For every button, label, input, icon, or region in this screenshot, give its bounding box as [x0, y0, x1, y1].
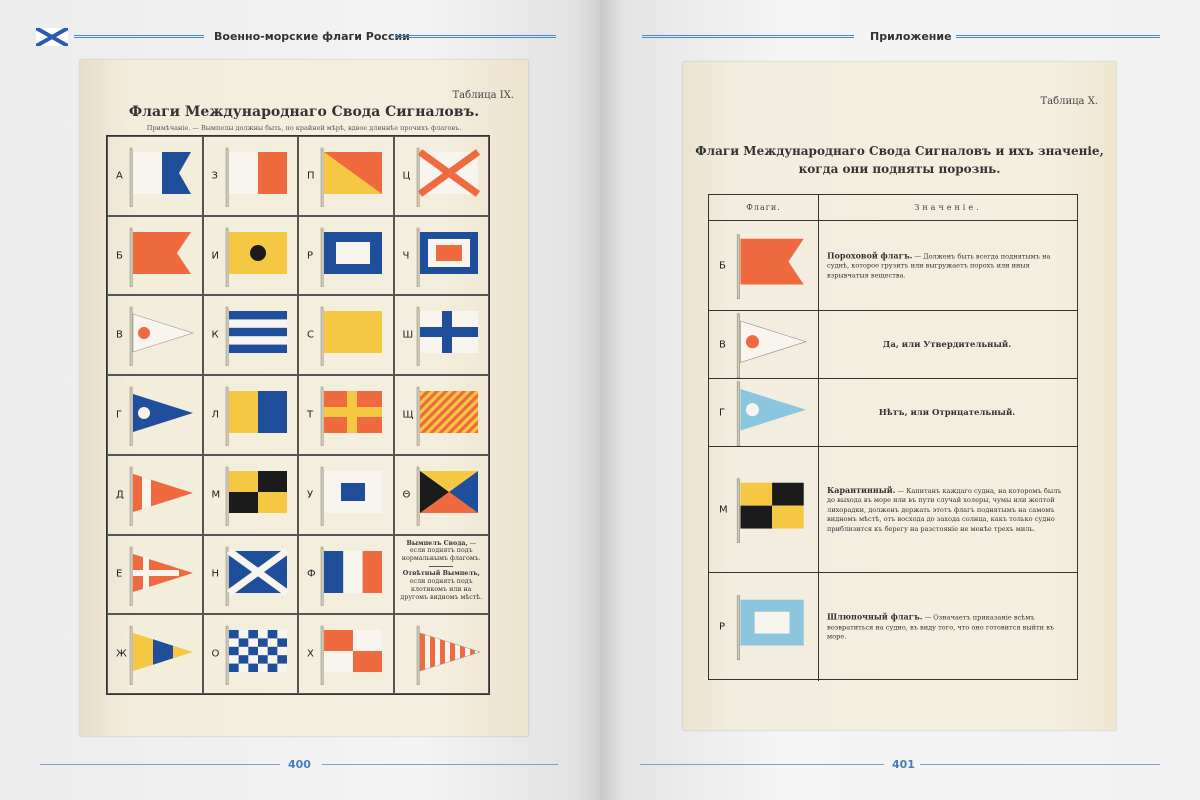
flag-sch-icon	[415, 386, 481, 446]
flag-letter: Е	[116, 568, 123, 580]
flag-meaning	[827, 250, 1067, 281]
flag-cell	[298, 216, 394, 296]
meaning-row	[709, 311, 1077, 379]
flag-kh-icon	[319, 625, 385, 685]
flag-cell	[203, 455, 299, 535]
flag-meaning	[827, 406, 1067, 418]
flag-ch-icon	[415, 227, 481, 287]
flags-grid	[106, 135, 490, 695]
flag-meaning	[827, 485, 1067, 535]
meaning-text: — Капитанъ каждаго судна, на которомъ былъ до выхода въ море или въ пути случай холеры, чумы или желтой лихорадки, долженъ держать этотъ флагъ поднятымъ на самомъ видномъ мѣстѣ, отъ восхода до захода солнца, какъ только судно приблизится къ берегу на разстояніе не менѣе трехъ миль.	[827, 486, 1062, 533]
flag-letter: Б	[719, 260, 726, 271]
flag-s-icon	[319, 306, 385, 366]
flag-column-cell	[709, 311, 819, 378]
flag-b-icon	[128, 227, 194, 287]
page-number: 400	[288, 758, 311, 771]
meaning-table-header	[709, 195, 1077, 221]
footer-rule	[640, 764, 884, 765]
flag-letter: Ч	[402, 250, 410, 262]
flag-sh-icon	[415, 306, 481, 366]
flag-letter: Р	[719, 621, 726, 633]
meaning-row	[709, 573, 1077, 681]
flag-letter: О	[211, 648, 220, 660]
col-flags-header: Флаги.	[709, 195, 819, 221]
flag-f-icon	[319, 546, 385, 606]
flag-cell	[394, 375, 490, 455]
flag-cell	[394, 535, 490, 615]
meaning-lead: Да, или Утвердительный.	[882, 339, 1012, 350]
flag-n-icon	[224, 546, 290, 606]
meaning-lead: Пороховой флагъ.	[827, 250, 913, 261]
flag-cell	[107, 375, 203, 455]
flag-cell	[107, 216, 203, 296]
flag-theta-icon	[415, 466, 481, 526]
answer-pennant-text: если поднятъ подъ клотикомъ или на другомъ видномъ мѣстѣ.	[400, 578, 483, 601]
flag-zh-icon	[128, 625, 194, 685]
flag-letter: Ш	[402, 329, 414, 341]
flag-cell	[298, 375, 394, 455]
flag-v-icon	[735, 312, 807, 378]
plate-title-line1: Флаги Международнаго Свода Сигналовъ и ихъ значеніе,	[695, 144, 1104, 158]
flag-letter: В	[116, 329, 123, 341]
flag-t-icon	[319, 386, 385, 446]
flag-cell	[203, 614, 299, 694]
flag-cell	[298, 535, 394, 615]
meaning-lead: Карантинный.	[827, 484, 896, 495]
flag-p-icon	[319, 147, 385, 207]
flag-letter: И	[211, 250, 219, 262]
flag-letter: А	[116, 170, 123, 182]
footer-rule	[920, 764, 1160, 765]
flag-letter: П	[307, 170, 315, 182]
flag-column-cell	[709, 573, 819, 681]
flag-cell	[298, 455, 394, 535]
col-meaning-header: Значеніе.	[914, 203, 982, 212]
flag-cell	[203, 375, 299, 455]
meaning-lead: Шлюпочный флагъ.	[827, 611, 923, 622]
flag-letter: К	[211, 329, 219, 341]
meaning-lead: Нѣтъ, или Отрицательный.	[878, 407, 1016, 418]
flag-letter: Р	[307, 250, 314, 262]
page-number: 401	[892, 758, 915, 771]
andreyevsky-flag-icon	[36, 28, 68, 46]
answer-pennant-title: Отвѣтный Вымпелъ,	[402, 570, 480, 578]
pennant-note-text: — если поднятъ подъ нормальнымъ флагомъ.	[401, 539, 481, 563]
pennant-note-title: Вымпелъ Свода,	[406, 539, 468, 547]
flag-b-icon	[735, 233, 807, 299]
flag-letter: Х	[307, 648, 314, 660]
header-rule	[956, 35, 1160, 38]
flag-meaning	[827, 338, 1067, 350]
header-rule	[74, 35, 204, 38]
flag-letter: С	[307, 329, 314, 341]
page-header-title: Приложение	[870, 30, 952, 43]
flag-letter: Л	[211, 409, 220, 421]
plate-note: Примѣчаніе. — Вымпелы должны быть, по крайней мѣрѣ, вдвое длиннѣе прочихъ флаговъ.	[146, 124, 462, 132]
flag-u-icon	[319, 466, 385, 526]
flag-i-icon	[224, 227, 290, 287]
flag-g-icon	[735, 380, 807, 446]
flag-cell	[107, 295, 203, 375]
flag-cell	[394, 455, 490, 535]
flag-letter: Н	[211, 568, 220, 580]
flag-e-icon	[128, 546, 194, 606]
flag-m-icon	[735, 477, 807, 543]
flag-cell	[298, 295, 394, 375]
flag-letter: Θ	[402, 489, 411, 501]
flag-meaning	[827, 612, 1067, 643]
meaning-table	[708, 194, 1078, 680]
header-rule	[642, 35, 854, 38]
meaning-row	[709, 221, 1077, 311]
flag-column-cell	[709, 379, 819, 446]
flag-ts-icon	[415, 147, 481, 207]
flag-letter: Д	[116, 489, 124, 501]
flag-r-icon	[319, 227, 385, 287]
flag-letter: Ц	[402, 170, 411, 182]
flag-cell	[203, 295, 299, 375]
meaning-row	[709, 447, 1077, 573]
flag-column-cell	[709, 447, 819, 572]
footer-rule	[40, 764, 280, 765]
table-label: Таблица IX.	[452, 90, 514, 101]
flag-letter: З	[211, 170, 218, 182]
flag-cell	[394, 614, 490, 694]
pennant-note	[399, 540, 485, 602]
flag-r-icon	[735, 594, 807, 660]
flag-m-icon	[224, 466, 290, 526]
flag-g-icon	[128, 386, 194, 446]
flag-letter: М	[719, 504, 728, 515]
flag-column-cell	[709, 221, 819, 310]
meaning-text: — Долженъ быть всегда поднятымъ на суднѣ, которое грузитъ или выгружаетъ порохъ или иныя взрывчатыя вещества.	[827, 252, 1051, 280]
flag-letter: Ф	[307, 568, 316, 580]
flag-cell	[107, 614, 203, 694]
flag-cell	[203, 136, 299, 216]
flag-letter: Б	[116, 250, 123, 262]
flag-letter: У	[307, 489, 314, 501]
flag-v-icon	[128, 306, 194, 366]
flag-cell	[298, 614, 394, 694]
flag-d-icon	[128, 466, 194, 526]
footer-rule	[322, 764, 558, 765]
table-label: Таблица X.	[1040, 96, 1098, 107]
flag-cell	[107, 535, 203, 615]
flag-cell	[203, 535, 299, 615]
flag-l-icon	[224, 386, 290, 446]
flag-answer-pennant-icon	[415, 625, 481, 685]
flag-letter: Г	[719, 407, 726, 418]
flag-z-icon	[224, 147, 290, 207]
flag-cell	[298, 136, 394, 216]
page-header-title: Военно-морские флаги России	[214, 30, 410, 43]
flag-o-icon	[224, 625, 290, 685]
flag-cell	[394, 136, 490, 216]
flag-letter: Ж	[116, 648, 127, 660]
flag-letter: В	[719, 339, 726, 350]
flag-letter: М	[211, 489, 221, 501]
flag-cell	[394, 295, 490, 375]
meaning-row	[709, 379, 1077, 447]
flag-cell	[107, 136, 203, 216]
flag-cell	[107, 455, 203, 535]
meaning-text: — Означаетъ приказаніе всѣмъ возвратиться на судно, въ виду того, что оно готовится выйти въ море.	[827, 613, 1055, 641]
flag-letter: Г	[116, 409, 123, 421]
flag-cell	[203, 216, 299, 296]
flag-a-icon	[128, 147, 194, 207]
plate-title-line2: когда они подняты порознь.	[798, 162, 1001, 176]
flag-cell	[394, 216, 490, 296]
flag-letter: Щ	[402, 409, 414, 421]
plate-title: Флаги Международнаго Свода Сигналовъ.	[128, 104, 480, 120]
flag-letter: Т	[307, 409, 314, 421]
divider	[429, 566, 453, 567]
header-rule	[396, 35, 556, 38]
flag-k-icon	[224, 306, 290, 366]
